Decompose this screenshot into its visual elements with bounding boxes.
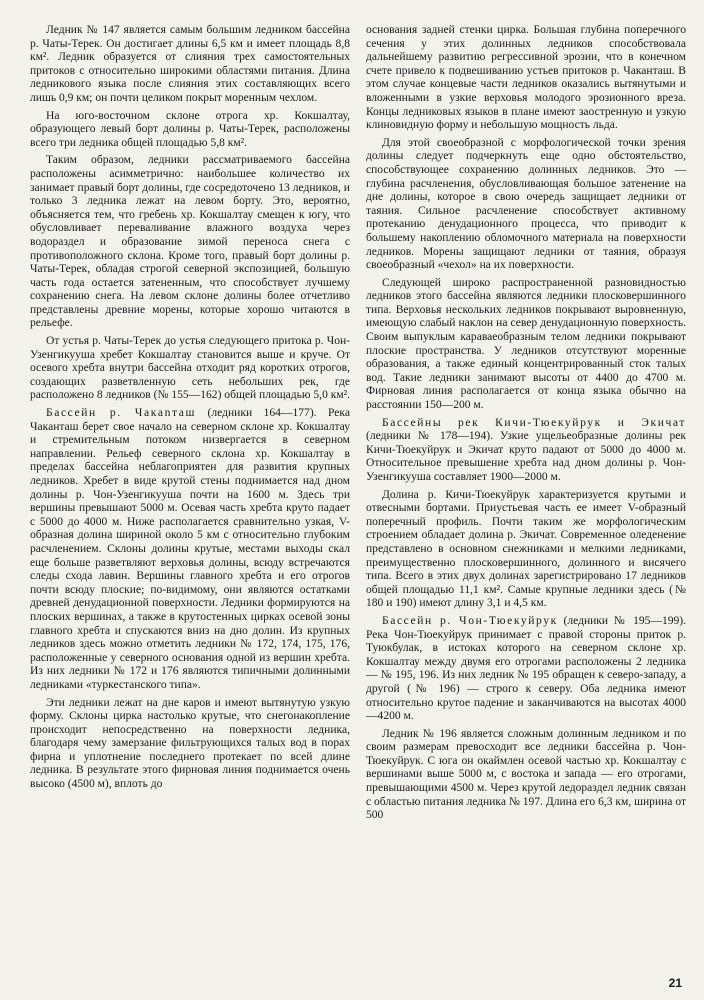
- right-column: [366, 24, 686, 827]
- page-number: 21: [668, 976, 682, 990]
- paragraph-text: (ледники № 178—194). Узкие ущельеобразные долины рек Кичи-Тюекуйрук и Экичат круто падают от 5000 до 4000 м. Относительное превышение хребта над дном долины р. Чон-Узенгикууша составляет 1900—2000 м.: [366, 430, 686, 483]
- left-column: [30, 24, 350, 796]
- paragraph: основания задней стенки цирка. Большая глубина поперечного сечения у этих долинных ледников способствовала дальнейшему развитию регрессивной эрозии, что в конечном счете привело к подвешиванию устьев притоков р. Чаканташ. В этом случае концевые части ледников оказались вытянутыми и вложенными в узкие верховья молодого эрозионного вреза. Концы ледниковых языков в плане имеют заостренную и узкую клиновидную форму и небольшую мощность льда.: [366, 24, 686, 132]
- paragraph: [30, 407, 350, 692]
- paragraph: Эти ледники лежат на дне каров и имеют вытянутую узкую форму. Склоны цирка настолько крутые, что снегонакопление происходит непосредственно на поверхности ледника, благодаря чему замерзание фильтрующихся талых вод в порах фирна и уплотнение последнего протекает по всей длине ледника. В результате этого фирновая линия поднимается очень высоко (4500 м), вплоть до: [30, 696, 350, 791]
- paragraph: Ледник № 196 является сложным долинным ледником и по своим размерам превосходит все ледники бассейна р. Чон-Тюекуйрук. С юга он окаймлен осевой частью хр. Кокшалтау с вершинами выше 5000 м, с востока и запада — его отрогами, превышающими 4500 м. Через крутой ледораздел ледник связан с областью питания ледника № 197. Длина его 6,3 км, ширина от 500: [366, 727, 686, 822]
- paragraph: Для этой своеобразной с морфологической точки зрения долины следует подчеркнуть еще одно обстоятельство, способствующее сохранению долинных ледников. Это — глубина расчленения, обусловливающая большое затенение на дне долины, которое в свою очередь защищает ледники от таяния. Сильное расчленение способствует активному протеканию денудационного процесса, что приводит к большему накоплению обломочного материала на поверхности ледников. Морены защищают ледники от таяния, образуя своеобразный «чехол» на их поверхности.: [366, 136, 686, 272]
- section-heading: Бассейн р. Чон-Тюекуйрук: [382, 614, 558, 627]
- paragraph: Ледник № 147 является самым большим ледником бассейна р. Чаты-Терек. Он достигает длины 6,5 км и имеет площадь 8,8 км². Ледник образуется от слияния трех самостоятельных притоков с относительно широкими областями питания. Длина ледникового языка после слияния этих составляющих всего лишь 0,9 км; он почти целиком покрыт моренным чехлом.: [30, 24, 350, 104]
- paragraph-text: (ледники № 195—199). Река Чон-Тюекуйрук принимает с правой стороны приток р. Туюкбулак, в истоках которого на северном склоне хр. Кокшалтау между двумя его отрогами расположены 2 ледника — № 195, 196. Из них ледник № 195 обращен к северо-западу, а другой (№ 196) — строго к северу. Оба ледника имеют относительно крутое падение и заканчиваются на высотах 4000—4200 м.: [366, 614, 687, 723]
- section-heading: Бассейны рек Кичи-Тюекуйрук и Экичат: [382, 416, 686, 429]
- paragraph: Следующей широко распространенной разновидностью ледников этого бассейна являются ледники плосковершинного типа. Верховья нескольких ледников покрывают выровненную, имеющую слабый наклон на север денудационную поверхность. Своим выпуклым караваеобразным телом ледники покрывают плоские пространства. У ледников отсутствуют моренные образования, а также единый концентрированный сток талых вод. Такие ледники занимают высоты от 4400 до 4700 м. Фирновая линия располагается от конца языка обычно на расстоянии 150—200 м.: [366, 276, 686, 412]
- paragraph: [366, 615, 686, 724]
- paragraph: Таким образом, ледники рассматриваемого бассейна расположены асимметрично: наибольшее количество их занимает правый борт долины, где сосредоточено 13 ледников, и только 3 ледника лежат на левом борту. Это, вероятно, объясняется тем, что гребень хр. Кокшалтау смещен к югу, что обусловливает переваливание влажного воздуха через водораздел и образование зимой переноса снега с противоположного склона. Кроме того, правый борт долины р. Чаты-Терек, обладая строгой северной экспозицией, большую часть года остается затененным, что способствует лучшему сохранению снега. На левом склоне долины более отчетливо представлены древние морены, которые хорошо читаются в рельефе.: [30, 154, 350, 330]
- paragraph: Долина р. Кичи-Тюекуйрук характеризуется крутыми и отвесными бортами. Приустьевая часть ее имеет V-образный поперечный профиль. Почти таким же морфологическим строением обладает долина р. Экичат. Современное оледенение представлено в основном снежниками и мелкими ледниками, преимущественно плосковершинного, долинного и висячего типа. Всего в этих двух долинах зарегистрировано 17 ледников общей площадью 11,1 км². Самые крупные ледники здесь (№ 180 и 190) имеют длину 3,1 и 4,5 км.: [366, 488, 686, 610]
- paragraph: На юго-восточном склоне отрога хр. Кокшалтау, образующего левый борт долины р. Чаты-Терек, расположены всего три ледника общей площадью 5,8 км².: [30, 109, 350, 149]
- section-heading: Бассейн р. Чакanташ: [46, 407, 197, 420]
- paragraph-text: (ледники 164—177). Река Чаканташ берет свое начало на северном склоне хр. Кокшалтау и стремительным потоком низвергается в северном направлении. Рельеф северного склона хр. Кокшалтау в пределах бассейна неблагоприятен для развития крупных ледников. Хребет в виде крутой стены поднимается над дном долины р. Чон-Узенгикууша почти на 1600 м. Здесь три вершины превышают 5000 м. Осевая часть хребта круто падает с 5000 до 4000 м. Ниже располагается сравнительно узкая, V-образная долина шириной около 5 км с относительно глубоким расчленением. Склоны долины крутые, местами выходы скал еще больше разветвляют верховья долины, всюду встречаются следы схода лавин. Вершины главного хребта и его отрогов почти всюду плоские; по-видимому, они являются остатками древней денудационной поверхности. Ледники формируются на плоских вершинах, а также в крутостенных цирках осевой зоны главного хребта и спускаются вниз на дно долин. Из крупных ледников здесь можно отметить ледники № 172, 174, 175, 176, расположенные у северного основания одной из вершин хребта. Из них ледники № 172 и 176 являются типичными долинными ледниками «туркестанского типа».: [30, 407, 350, 691]
- paragraph: От устья р. Чаты-Терек до устья следующего притока р. Чон-Узенгикууша хребет Кокшалтау становится выше и круче. От осевого хребта внутри бассейна отходит ряд коротких отрогов, создающих разветвленную сеть небольших рек, где расположено 8 ледников (№ 155—162) общей площадью 5,0 км².: [30, 335, 350, 402]
- paragraph: [366, 417, 686, 485]
